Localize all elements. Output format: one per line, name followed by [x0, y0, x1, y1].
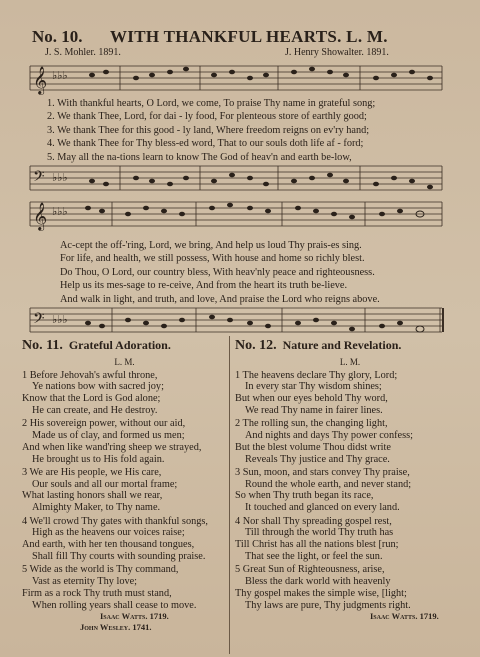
svg-text:𝄞: 𝄞 — [33, 68, 48, 94]
hymn-10-header — [32, 27, 452, 49]
verse-line: For life, and health, we still possess, With house and home so richly blest. — [60, 253, 365, 265]
hymn-title: WITH THANKFUL HEARTS. L. M. — [110, 27, 388, 46]
music-attribution: J. Henry Showalter. 1891. — [285, 47, 389, 58]
verses-part-a — [47, 97, 375, 164]
verse-line: Help us its mes-sage to re-ceive, And from the heart its truth be-lieve. — [60, 280, 348, 292]
hymn-number: No. 10. — [32, 27, 83, 46]
hymn-line: Vast as eternity Thy love; — [32, 576, 138, 588]
hymn-line: 2 His sovereign power, without our aid, — [22, 418, 186, 430]
svg-text:𝄢: 𝄢 — [33, 168, 45, 188]
hymn-line: Know that the Lord is God alone; — [22, 393, 161, 405]
hymn-line: When rolling years shall cease to move. — [32, 599, 197, 611]
hymn-line: Round the whole earth, and never stand; — [245, 478, 412, 490]
hymn-line: 4 We'll crowd Thy gates with thankful songs, — [22, 515, 208, 527]
hymn-title: Grateful Adoration. — [68, 338, 171, 352]
hymn-line: In every star Thy wisdom shines; — [245, 381, 382, 393]
verse-line: 1. With thankful hearts, O Lord, we come, To praise Thy name in grateful song; — [47, 98, 376, 109]
hymn-line: And when like wand'ring sheep we strayed, — [22, 441, 202, 453]
verse-line: Do Thou, O Lord, our country bless, With heav'nly peace and righteousness. — [60, 266, 375, 278]
hymn-lines — [235, 370, 465, 612]
hymn-line: 3 We are His people, we His care, — [22, 466, 162, 478]
hymn-line: He brought us to His fold again. — [32, 453, 165, 465]
verse-line: Ac-cept the off-'ring, Lord, we bring, And help us loud Thy prais-es sing. — [60, 240, 362, 251]
hymn-line: And earth, with her ten thousand tongues, — [22, 539, 195, 551]
hymn-line: He can create, and He destroy. — [32, 404, 158, 416]
hymn-12 — [235, 340, 465, 622]
music-staff-bass-2 — [0, 302, 480, 338]
hymn-11-header — [22, 340, 227, 357]
hymn-line: Our souls and all our mortal frame; — [32, 478, 178, 490]
author-signature: John Wesley. 1741. — [80, 622, 152, 633]
author-signature: Isaac Watts. 1719. — [370, 611, 439, 622]
words-attribution: J. S. Mohler. 1891. — [45, 47, 121, 58]
svg-text:♭♭♭: ♭♭♭ — [52, 314, 68, 326]
hymn-line: 3 Sun, moon, and stars convey Thy praise, — [235, 466, 410, 478]
author-signature: Isaac Watts. 1719. — [100, 611, 169, 622]
svg-text:♭♭♭: ♭♭♭ — [52, 70, 68, 82]
hymn-line: Ye nations bow with sacred joy; — [32, 381, 164, 393]
hymn-line: But the blest volume Thou didst write — [235, 441, 391, 453]
hymn-line: Thy laws are pure, Thy judgments right. — [245, 599, 411, 611]
hymn-line: Reveals Thy justice and Thy grace. — [245, 453, 390, 465]
hymn-line: Made us of clay, and formed us men; — [32, 429, 185, 441]
svg-text:♭♭♭: ♭♭♭ — [52, 206, 68, 218]
hymn-line: 1 Before Jehovah's awful throne, — [22, 369, 158, 381]
hymn-meter: L. M. — [114, 357, 135, 367]
hymn-line: Shall fill Thy courts with sounding praise. — [32, 550, 206, 562]
hymn-title: Nature and Revelation. — [282, 338, 402, 352]
music-staff-bass-1 — [0, 160, 480, 196]
svg-text:𝄢: 𝄢 — [33, 310, 45, 330]
svg-text:♭♭♭: ♭♭♭ — [52, 172, 68, 184]
hymn-line: And nights and days Thy power confess; — [245, 429, 413, 441]
column-divider — [229, 336, 230, 654]
hymn-line: We read Thy name in fairer lines. — [245, 404, 383, 416]
verse-line: 3. We thank Thee for this good - ly land, Where freedom reigns on ev'ry hand; — [47, 124, 370, 136]
verse-line: 5. May all the na-tions learn to know The God of heav'n and earth be-low, — [47, 151, 352, 163]
verse-line: And walk in light, and truth, and love, And praise the Lord who reigns above. — [60, 293, 380, 305]
hymn-line: Thy gospel makes the simple wise, [light; — [235, 587, 407, 599]
hymn-line: Till Christ has all the nations blest [run; — [235, 539, 399, 551]
hymn-line: 5 Great Sun of Righteousness, arise, — [235, 564, 385, 576]
hymn-line: 2 The rolling sun, the changing light, — [235, 418, 388, 430]
hymn-line: So when Thy truth began its race, — [235, 490, 374, 502]
music-staff-treble-1 — [0, 60, 480, 100]
hymn-12-header — [235, 340, 465, 357]
hymn-lines — [22, 370, 227, 612]
hymn-line: Till through the world Thy truth has — [245, 527, 394, 539]
hymn-line: But when our eyes behold Thy word, — [235, 393, 388, 405]
hymn-line: Almighty Maker, to Thy name. — [32, 502, 161, 514]
hymn-line: That see the light, or feel the sun. — [245, 550, 383, 562]
hymn-meter: L. M. — [339, 357, 361, 367]
hymn-number: No. 12. — [235, 338, 277, 353]
hymn-line: What lasting honors shall we rear, — [22, 490, 163, 502]
hymn-line: It touched and glanced on every land. — [245, 502, 400, 514]
svg-text:𝄞: 𝄞 — [33, 204, 48, 230]
hymn-number: No. 11. — [22, 338, 63, 353]
verse-line: 4. We thank Thee for Thy bless-ed word, That to our souls doth life af - ford; — [47, 138, 364, 150]
hymn-line: 5 Wide as the world is Thy command, — [22, 564, 179, 576]
hymn-line: 4 Nor shall Thy spreading gospel rest, — [235, 515, 392, 527]
verses-part-b — [60, 239, 380, 306]
hymn-line: Bless the dark world with heavenly — [245, 576, 391, 588]
hymn-line: Firm as a rock Thy truth must stand, — [22, 587, 172, 599]
music-staff-treble-2 — [0, 196, 480, 236]
verse-line: 2. We thank Thee, Lord, for dai - ly food, For plenteous store of earthly good; — [47, 111, 367, 123]
hymn-11 — [22, 340, 227, 633]
hymn-line: 1 The heavens declare Thy glory, Lord; — [235, 369, 398, 381]
hymn-line: High as the heavens our voices raise; — [32, 527, 185, 539]
